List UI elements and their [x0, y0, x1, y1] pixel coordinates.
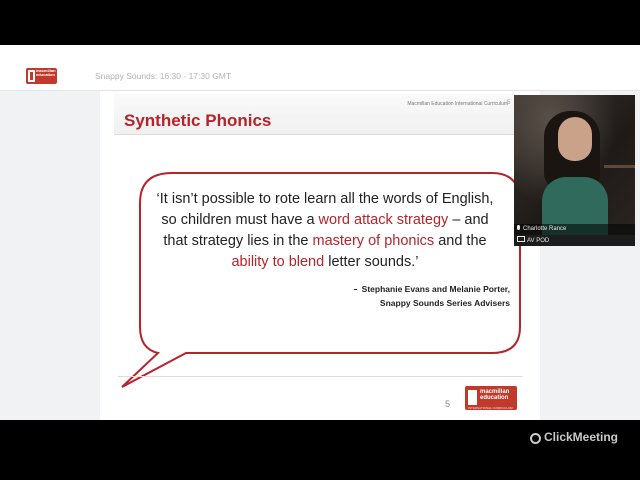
quote-line-1: ‘It isn’t possible to rote learn all the words of English, [156, 191, 494, 207]
webcam-status: AV POD [527, 238, 550, 244]
microphone-icon [517, 225, 520, 230]
attribution-authors: Stephanie Evans and Melanie Porter, [361, 284, 510, 294]
quote-line-2: so children must have a word attack strategy – and [161, 212, 489, 228]
camera-icon[interactable] [517, 236, 525, 242]
slide [100, 91, 540, 420]
slide-header-page: 5 [507, 100, 511, 106]
quote-attribution [353, 282, 510, 310]
quote-line-4: ability to blend letter sounds.’ [231, 254, 419, 270]
slide-footer-divider [118, 376, 523, 377]
highlight-word-attack-strategy: word attack strategy [318, 212, 449, 228]
slide-title: Synthetic Phonics [124, 111, 272, 130]
clickmeeting-watermark [530, 430, 618, 444]
logo-text-line-2: education [36, 72, 55, 77]
highlight-mastery-of-phonics: mastery of phonics [312, 233, 435, 249]
meeting-app [0, 45, 640, 444]
presenter-webcam[interactable] [514, 95, 635, 246]
webcam-name-bar [514, 224, 635, 235]
logo-m-icon [28, 70, 35, 82]
footer-logo-m-icon [468, 390, 477, 405]
slide-page-number: 5 [445, 399, 451, 409]
webcam-status-bar [514, 235, 635, 246]
attribution-dash: - [353, 281, 358, 296]
macmillan-logo [26, 68, 57, 84]
top-bar [0, 45, 640, 91]
footer-macmillan-logo [465, 386, 517, 410]
logo-text-line-1: macmillan [36, 68, 56, 73]
clickmeeting-logo-icon [530, 433, 541, 444]
webcam-video [514, 95, 635, 226]
footer-logo-line-2: education [480, 395, 509, 401]
quote-text [120, 189, 530, 273]
quote-line-3: that strategy lies in the mastery of phonics and the [163, 233, 487, 249]
session-title: Snappy Sounds: 16:30 - 17:30 GMT [95, 71, 232, 81]
footer-logo-line-1: macmillan [480, 389, 510, 395]
slide-header-label: Macmillan Education International Curriculum [407, 101, 508, 107]
attribution-role: Snappy Sounds Series Advisers [379, 298, 510, 308]
footer-logo-subtitle: INTERNATIONAL CURRICULUM [468, 406, 513, 410]
highlight-ability-to-blend: ability to blend [231, 254, 325, 270]
presenter-name: Charlotte Rance [523, 226, 567, 232]
watermark-text: ClickMeeting [544, 430, 619, 444]
